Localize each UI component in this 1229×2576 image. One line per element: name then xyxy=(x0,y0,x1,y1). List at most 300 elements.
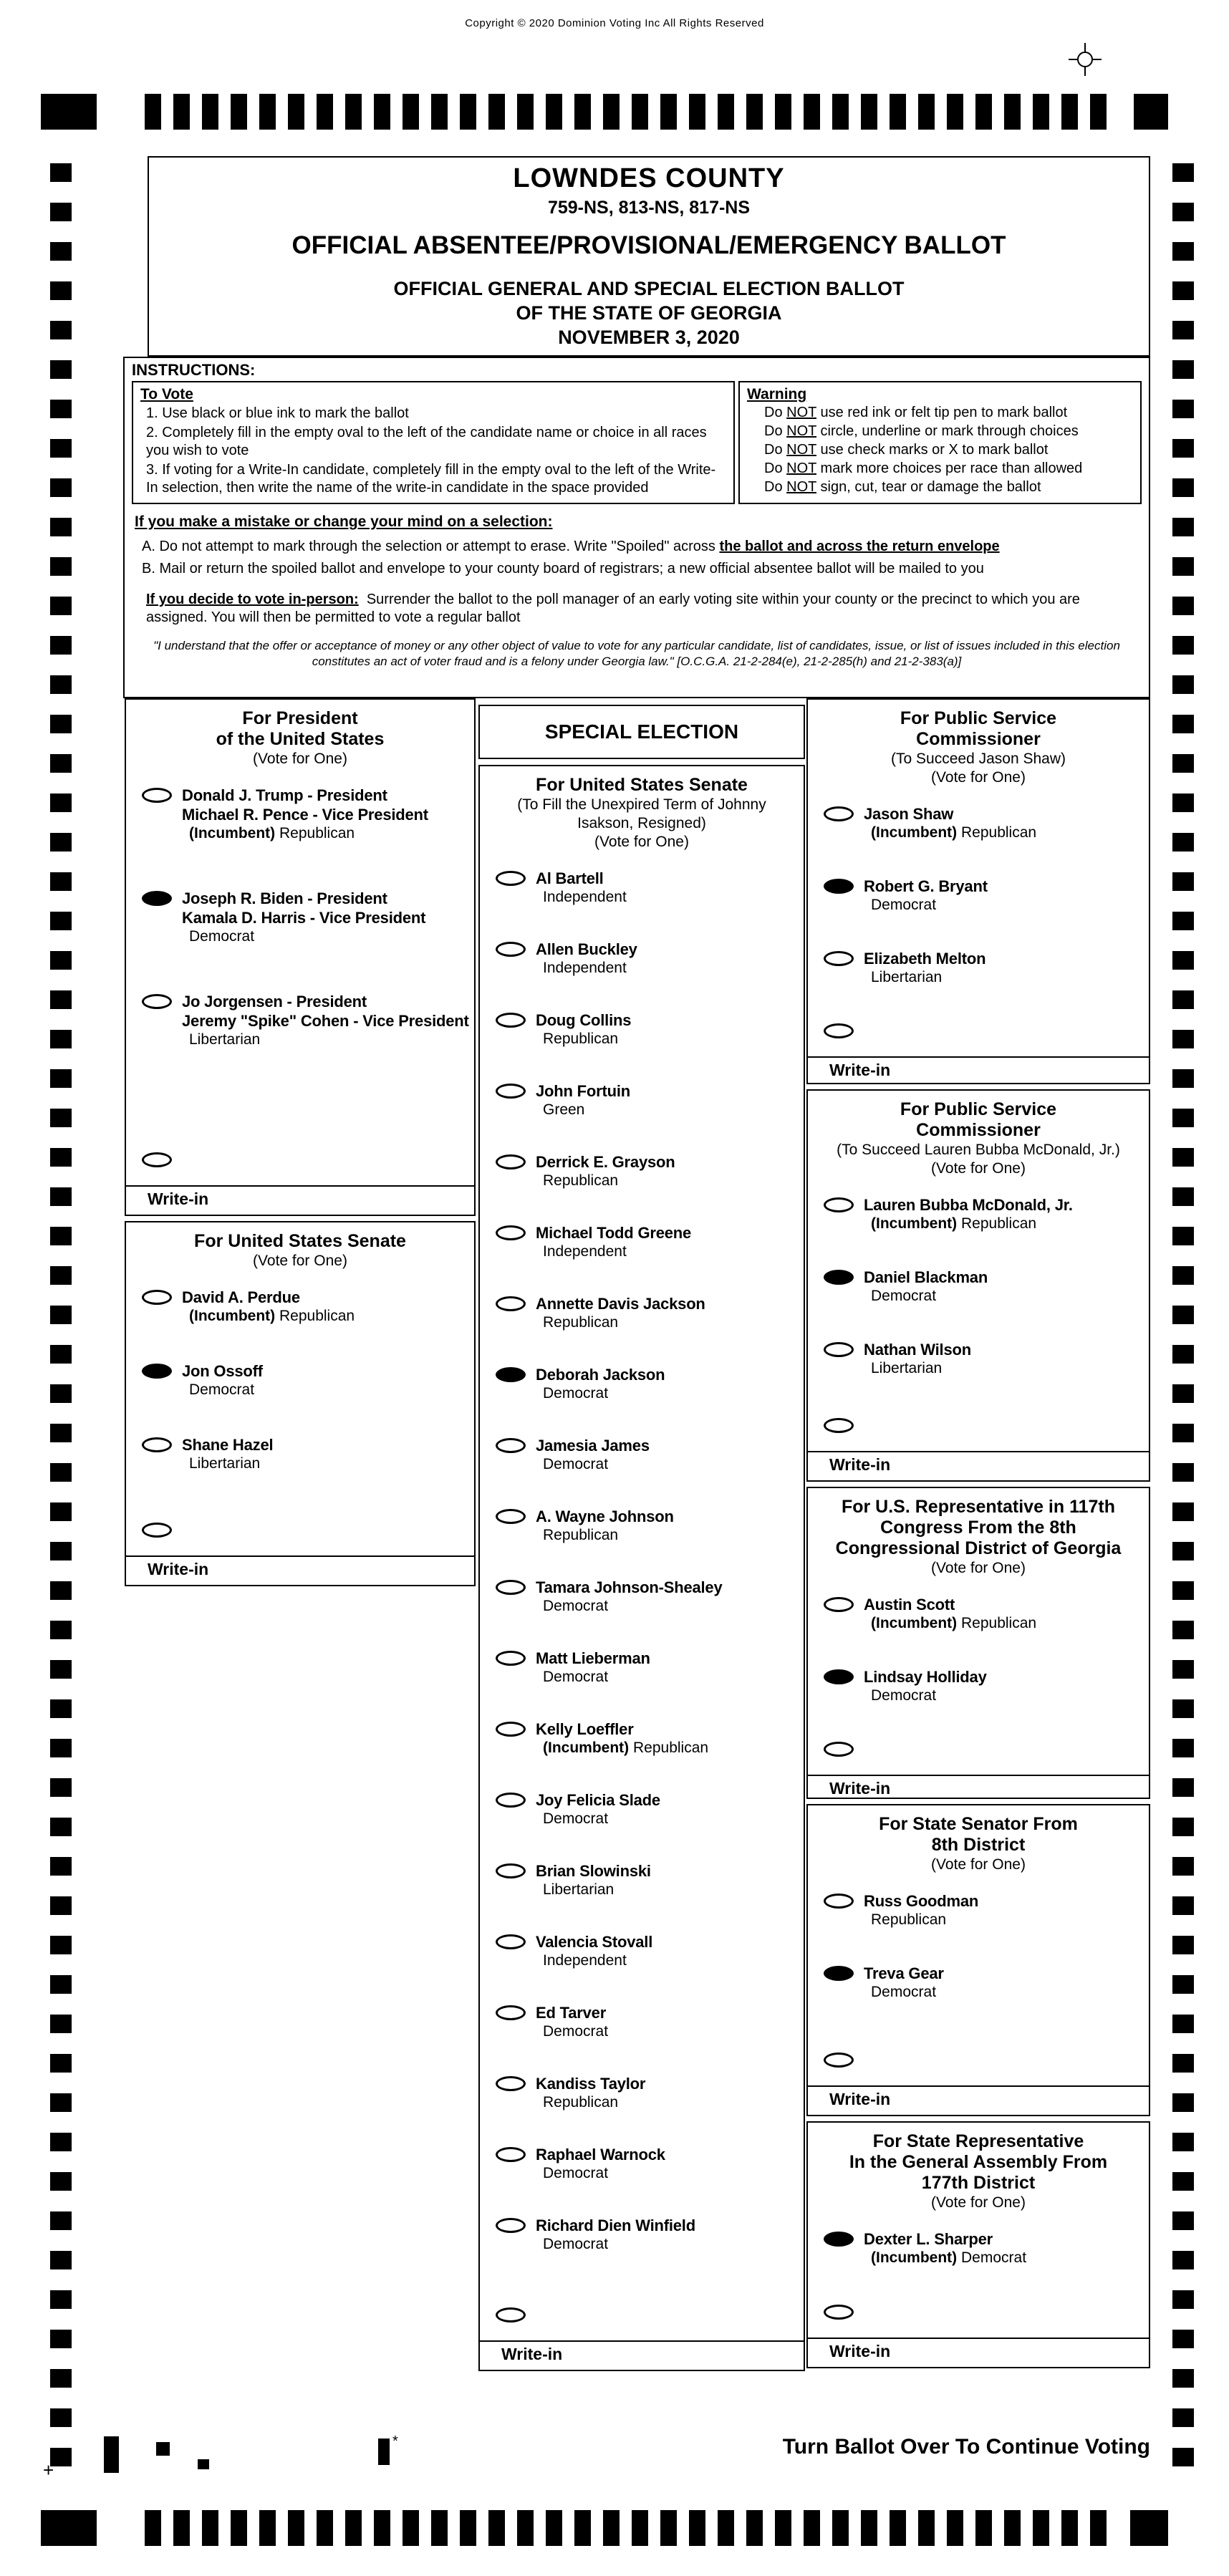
candidate-oval[interactable] xyxy=(142,788,172,803)
timing-mark xyxy=(603,2510,620,2546)
timing-mark xyxy=(975,94,992,130)
contest-box xyxy=(125,698,476,1216)
candidate-oval[interactable] xyxy=(496,2005,526,2020)
candidate-oval[interactable] xyxy=(824,951,854,966)
timing-mark xyxy=(1172,1778,1194,1797)
timing-mark xyxy=(1172,1345,1194,1364)
timing-mark xyxy=(50,754,72,773)
timing-mark xyxy=(1061,2510,1078,2546)
candidate-oval[interactable] xyxy=(496,1509,526,1524)
candidate-row xyxy=(824,1595,1144,1633)
candidate-oval[interactable] xyxy=(824,1894,854,1909)
timing-mark xyxy=(50,2290,72,2309)
timing-mark xyxy=(775,2510,791,2546)
incumbent-label: (Incumbent) xyxy=(871,1215,958,1232)
candidate-name: David A. Perdue xyxy=(182,1288,300,1306)
timing-mark xyxy=(50,1739,72,1757)
contest-title: Commissioner xyxy=(916,729,1041,749)
timing-mark xyxy=(689,2510,705,2546)
write-in-oval-row xyxy=(824,1416,1149,1437)
write-in-section xyxy=(480,2305,804,2370)
timing-mark xyxy=(403,94,419,130)
timing-mark xyxy=(1172,793,1194,812)
timing-mark xyxy=(50,1227,72,1245)
timing-mark xyxy=(1172,242,1194,261)
timing-mark xyxy=(41,94,97,130)
timing-mark xyxy=(1172,360,1194,379)
candidate-row xyxy=(496,1649,799,1687)
timing-mark xyxy=(1172,557,1194,576)
candidate-oval[interactable] xyxy=(824,1197,854,1212)
timing-mark xyxy=(50,793,72,812)
candidate-oval[interactable] xyxy=(496,942,526,957)
warning-not-emphasis: NOT xyxy=(786,423,816,439)
contest-title: For U.S. Representative in 117th xyxy=(841,1497,1116,1517)
candidate-info xyxy=(864,877,988,915)
candidate-party: Democrat xyxy=(543,1598,609,1614)
timing-mark xyxy=(50,203,72,221)
candidate-party: Democrat xyxy=(543,2236,609,2252)
candidate-info xyxy=(864,2229,1026,2267)
candidate-oval[interactable] xyxy=(496,1154,526,1169)
timing-mark xyxy=(50,2408,72,2427)
timing-mark xyxy=(1172,1699,1194,1718)
candidate-party: (Incumbent) Republican xyxy=(543,1740,709,1756)
timing-mark xyxy=(1172,1581,1194,1600)
timing-mark xyxy=(50,1109,72,1127)
timing-mark xyxy=(145,94,161,130)
timing-mark xyxy=(50,1502,72,1521)
candidate-info xyxy=(536,1081,630,1119)
write-in-oval[interactable] xyxy=(824,1742,854,1757)
candidate-name: Kamala D. Harris - Vice President xyxy=(182,909,426,927)
candidate-oval[interactable] xyxy=(824,1669,854,1684)
timing-mark xyxy=(975,2510,992,2546)
timing-mark xyxy=(50,2093,72,2112)
candidate-name: Al Bartell xyxy=(536,869,604,887)
timing-mark xyxy=(718,94,734,130)
candidate-name: Joseph R. Biden - President xyxy=(182,889,387,907)
candidate-party: Libertarian xyxy=(189,1031,261,1048)
candidate-row xyxy=(496,2145,799,2183)
candidate-party: Libertarian xyxy=(189,1455,261,1472)
special-election-title: SPECIAL ELECTION xyxy=(544,720,739,743)
timing-mark xyxy=(660,2510,677,2546)
timing-mark xyxy=(317,94,333,130)
candidate-oval[interactable] xyxy=(496,1296,526,1311)
timing-mark xyxy=(50,872,72,891)
timing-mark xyxy=(50,1384,72,1403)
in-person-instruction xyxy=(135,591,1139,627)
candidate-row xyxy=(142,786,470,843)
incumbent-label: (Incumbent) xyxy=(871,824,958,841)
timing-mark xyxy=(1172,439,1194,458)
timing-mark xyxy=(861,94,877,130)
candidate-row xyxy=(496,2216,799,2254)
vote-for-instruction: (Vote for One) xyxy=(931,769,1026,786)
candidate-party: Libertarian xyxy=(871,1360,943,1376)
timing-mark xyxy=(1172,2054,1194,2073)
warning-not-emphasis: NOT xyxy=(786,405,816,420)
candidate-info xyxy=(864,1340,971,1378)
candidate-oval[interactable] xyxy=(824,806,854,821)
timing-mark xyxy=(431,94,448,130)
candidate-info xyxy=(536,2145,665,2183)
timing-mark xyxy=(50,1266,72,1285)
candidate-name: Nathan Wilson xyxy=(864,1341,971,1359)
timing-mark xyxy=(50,1542,72,1560)
candidate-oval[interactable] xyxy=(496,1438,526,1453)
contest-subtitle: (To Fill the Unexpired Term of Johnny xyxy=(517,796,766,813)
candidate-row xyxy=(824,1964,1144,2002)
timing-mark xyxy=(1172,163,1194,182)
timing-mark xyxy=(574,94,591,130)
ballot-title-box xyxy=(148,221,1150,272)
timing-mark xyxy=(431,2510,448,2546)
timing-mark xyxy=(488,94,505,130)
write-in-oval[interactable] xyxy=(824,2052,854,2068)
candidate-info xyxy=(536,1790,660,1828)
timing-mark xyxy=(1172,203,1194,221)
candidate-oval[interactable] xyxy=(142,1437,172,1452)
write-in-section xyxy=(808,2050,1149,2115)
timing-mark xyxy=(1172,2133,1194,2151)
candidate-oval[interactable] xyxy=(496,1084,526,1099)
write-in-section xyxy=(808,1416,1149,1480)
timing-mark xyxy=(259,2510,276,2546)
candidate-oval[interactable] xyxy=(142,891,172,906)
write-in-label: Write-in xyxy=(148,1190,209,1208)
candidate-info xyxy=(864,1667,987,1705)
candidate-party: (Incumbent) Republican xyxy=(189,825,355,841)
county-header-box xyxy=(148,156,1150,222)
timing-mark xyxy=(50,1857,72,1876)
candidate-oval[interactable] xyxy=(824,1342,854,1357)
timing-mark xyxy=(546,2510,562,2546)
candidate-info xyxy=(536,1507,674,1545)
timing-mark xyxy=(1172,321,1194,339)
mistake-title: If you make a mistake or change your mind on a selection: xyxy=(135,513,553,530)
candidate-row xyxy=(496,1507,799,1545)
candidate-name: Jon Ossoff xyxy=(182,1362,263,1380)
candidate-info xyxy=(536,1010,631,1048)
timing-mark xyxy=(1172,400,1194,418)
write-in-oval-row xyxy=(496,2305,804,2326)
timing-mark xyxy=(1090,94,1107,130)
candidate-row xyxy=(824,1268,1144,1306)
candidate-name: Raphael Warnock xyxy=(536,2146,665,2163)
contest-title: 8th District xyxy=(931,1835,1026,1855)
candidate-name: Donald J. Trump - President xyxy=(182,786,387,804)
candidate-oval[interactable] xyxy=(824,1597,854,1612)
timing-mark xyxy=(50,242,72,261)
timing-mark xyxy=(50,518,72,536)
timing-mark xyxy=(50,478,72,497)
write-in-section xyxy=(808,1740,1149,1799)
to-vote-title: To Vote xyxy=(140,386,193,402)
candidate-name: Jamesia James xyxy=(536,1437,650,1455)
timing-mark xyxy=(50,1030,72,1048)
timing-mark xyxy=(259,94,276,130)
candidate-row xyxy=(496,1436,799,1474)
timing-mark xyxy=(1172,2330,1194,2348)
candidate-oval[interactable] xyxy=(496,1934,526,1949)
candidate-party: Democrat xyxy=(543,2023,609,2040)
timing-mark xyxy=(1130,2510,1168,2546)
mistake-item-a-emphasis: the ballot and across the return envelope xyxy=(719,539,1000,554)
timing-mark xyxy=(1172,990,1194,1009)
timing-mark xyxy=(1172,2211,1194,2230)
candidate-info xyxy=(536,1861,651,1899)
candidate-info xyxy=(536,2074,645,2112)
candidate-name: Deborah Jackson xyxy=(536,1366,665,1384)
candidate-party: Republican xyxy=(871,1911,947,1928)
mistake-item-a-text: A. Do not attempt to mark through the selection or attempt to erase. Write "Spoiled" across xyxy=(142,539,720,554)
calibration-mark xyxy=(156,2442,170,2456)
candidate-oval[interactable] xyxy=(496,1863,526,1878)
candidate-party: Libertarian xyxy=(871,969,943,985)
contest-header xyxy=(808,2123,1149,2212)
write-in-oval[interactable] xyxy=(142,1523,172,1538)
write-in-oval[interactable] xyxy=(824,1023,854,1038)
timing-mark xyxy=(517,2510,534,2546)
candidate-info xyxy=(864,1268,988,1306)
write-in-oval[interactable] xyxy=(142,1152,172,1167)
election-title-box xyxy=(148,271,1150,357)
timing-mark xyxy=(1172,1818,1194,1836)
warning-not-emphasis: NOT xyxy=(786,479,816,495)
timing-mark xyxy=(603,94,620,130)
timing-mark xyxy=(488,2510,505,2546)
candidate-party: Republican xyxy=(543,1031,619,1047)
contest-title: For Public Service xyxy=(900,1099,1057,1119)
candidate-info xyxy=(536,1578,723,1616)
candidate-info xyxy=(536,1649,650,1687)
candidate-party: Republican xyxy=(543,1314,619,1331)
candidate-info xyxy=(536,1719,708,1757)
contest-header xyxy=(126,700,474,768)
timing-mark xyxy=(50,439,72,458)
timing-mark xyxy=(50,912,72,930)
candidate-party: Democrat xyxy=(543,2165,609,2181)
candidate-oval[interactable] xyxy=(142,1290,172,1305)
candidate-oval[interactable] xyxy=(496,1722,526,1737)
candidate-name: Kandiss Taylor xyxy=(536,2075,646,2093)
election-title-line2: OF THE STATE OF GEORGIA xyxy=(516,302,782,324)
incumbent-label: (Incumbent) xyxy=(871,2249,958,2266)
timing-mark xyxy=(50,1306,72,1324)
candidate-row xyxy=(496,2003,799,2041)
timing-mark xyxy=(1172,1463,1194,1482)
timing-mark xyxy=(50,360,72,379)
timing-mark xyxy=(1172,636,1194,655)
candidate-info xyxy=(536,1294,705,1332)
candidate-oval[interactable] xyxy=(142,1364,172,1379)
candidate-oval[interactable] xyxy=(824,1270,854,1285)
timing-mark xyxy=(202,94,218,130)
candidate-name: Kelly Loeffler xyxy=(536,1720,634,1738)
candidate-party: Independent xyxy=(543,1952,627,1969)
timing-mark xyxy=(1172,478,1194,497)
candidate-info xyxy=(536,1223,691,1261)
candidate-info xyxy=(182,889,425,946)
timing-mark xyxy=(1172,1936,1194,1954)
candidate-info xyxy=(182,786,428,843)
warning-box xyxy=(738,381,1142,504)
candidate-row xyxy=(824,1195,1144,1233)
candidate-oval[interactable] xyxy=(824,2232,854,2247)
candidate-info xyxy=(864,949,985,987)
warning-not-emphasis: NOT xyxy=(786,460,816,476)
contest-subtitle: (To Succeed Jason Shaw) xyxy=(891,751,1066,767)
vote-for-instruction: (Vote for One) xyxy=(931,1160,1026,1177)
contest-title: In the General Assembly From xyxy=(849,2152,1108,2172)
candidate-name: Jason Shaw xyxy=(864,805,954,823)
ballot-title: OFFICIAL ABSENTEE/PROVISIONAL/EMERGENCY BALLOT xyxy=(291,231,1006,259)
timing-mark xyxy=(288,2510,304,2546)
candidate-row xyxy=(496,1294,799,1332)
candidate-row xyxy=(496,1719,799,1757)
timing-mark xyxy=(1172,2448,1194,2466)
timing-mark xyxy=(50,321,72,339)
timing-mark xyxy=(317,2510,333,2546)
candidate-oval[interactable] xyxy=(496,2147,526,2162)
timing-mark xyxy=(50,1818,72,1836)
timing-mark xyxy=(1172,1542,1194,1560)
contest-box xyxy=(806,2121,1150,2368)
turn-ballot-text: Turn Ballot Over To Continue Voting xyxy=(782,2435,1150,2459)
registration-plus-mark: + xyxy=(43,2459,54,2481)
candidate-party: (Incumbent) Republican xyxy=(871,824,1037,841)
timing-mark xyxy=(50,281,72,300)
timing-mark xyxy=(50,1778,72,1797)
candidate-row xyxy=(496,1365,799,1403)
timing-mark xyxy=(1172,1621,1194,1639)
timing-mark xyxy=(173,94,190,130)
contest-title: For State Senator From xyxy=(879,1814,1078,1834)
write-in-section xyxy=(126,1150,474,1215)
write-in-label: Write-in xyxy=(148,1560,209,1578)
timing-mark xyxy=(231,94,247,130)
timing-mark xyxy=(50,163,72,182)
to-vote-item: 3. If voting for a Write-In candidate, completely fill in the empty oval to the left of the Write-In selection, then write the name of the write-in candidate in the space provided xyxy=(146,462,716,496)
timing-mark xyxy=(632,2510,648,2546)
write-in-oval[interactable] xyxy=(824,2305,854,2320)
candidate-party: Democrat xyxy=(871,897,937,913)
timing-mark xyxy=(947,2510,963,2546)
in-person-text: Surrender the ballot to the poll manager of an early voting site within your county or the precinct to which you are assigned. You will then be permitted to vote a regular ballot xyxy=(146,592,1080,625)
incumbent-label: (Incumbent) xyxy=(543,1740,630,1756)
candidate-oval[interactable] xyxy=(142,994,172,1009)
candidate-oval[interactable] xyxy=(496,2076,526,2091)
timing-mark xyxy=(890,94,906,130)
timing-mark xyxy=(1134,94,1168,130)
county-name: LOWNDES COUNTY xyxy=(513,163,785,193)
timing-mark xyxy=(1172,675,1194,694)
timing-mark xyxy=(1172,1266,1194,1285)
write-in-label: Write-in xyxy=(829,2342,891,2360)
candidate-oval[interactable] xyxy=(496,1367,526,1382)
timing-mark xyxy=(288,94,304,130)
warning-title: Warning xyxy=(747,386,807,402)
write-in-oval-row xyxy=(824,2302,1149,2323)
candidate-name: Matt Lieberman xyxy=(536,1649,650,1667)
candidate-name: Robert G. Bryant xyxy=(864,877,988,895)
candidate-row xyxy=(824,1340,1144,1378)
candidate-oval[interactable] xyxy=(824,879,854,894)
timing-mark xyxy=(1172,2172,1194,2191)
write-in-oval[interactable] xyxy=(496,2307,526,2322)
timing-mark xyxy=(1172,2015,1194,2033)
timing-mark xyxy=(50,990,72,1009)
candidate-name: Elizabeth Melton xyxy=(864,950,986,968)
candidate-oval[interactable] xyxy=(496,2218,526,2233)
candidate-oval[interactable] xyxy=(496,1013,526,1028)
candidate-name: Valencia Stovall xyxy=(536,1933,653,1951)
write-in-label: Write-in xyxy=(501,2345,563,2363)
timing-mark xyxy=(50,1069,72,1088)
timing-mark xyxy=(50,715,72,733)
candidate-info xyxy=(536,940,637,978)
candidate-info xyxy=(864,1595,1036,1633)
to-vote-item: 2. Completely fill in the empty oval to the left of the candidate name or choice in all races you wish to vote xyxy=(146,425,707,458)
write-in-section xyxy=(808,2302,1149,2367)
timing-mark xyxy=(1172,2408,1194,2427)
candidate-oval[interactable] xyxy=(496,871,526,886)
timing-mark xyxy=(50,2251,72,2269)
candidate-name: Annette Davis Jackson xyxy=(536,1295,705,1313)
mistake-section xyxy=(132,513,1142,670)
candidate-oval[interactable] xyxy=(496,1651,526,1666)
timing-mark xyxy=(1172,1975,1194,1994)
timing-mark xyxy=(231,2510,247,2546)
timing-mark xyxy=(746,94,763,130)
instructions-section xyxy=(123,357,1150,698)
timing-mark xyxy=(804,94,820,130)
timing-mark xyxy=(50,1187,72,1206)
candidate-party: (Incumbent) Republican xyxy=(871,1215,1037,1232)
timing-mark xyxy=(718,2510,734,2546)
calibration-mark xyxy=(104,2436,119,2473)
alignment-crosshair-icon xyxy=(1069,43,1102,76)
candidate-oval[interactable] xyxy=(496,1580,526,1595)
warning-not-emphasis: NOT xyxy=(786,442,816,458)
candidate-name: Lindsay Holliday xyxy=(864,1668,987,1686)
timing-mark xyxy=(374,2510,390,2546)
candidate-info xyxy=(182,992,469,1049)
candidate-name: Ed Tarver xyxy=(536,2004,607,2022)
candidate-info xyxy=(864,1195,1073,1233)
timing-mark xyxy=(1172,1109,1194,1127)
timing-mark xyxy=(1172,1384,1194,1403)
timing-mark xyxy=(1172,1306,1194,1324)
write-in-oval[interactable] xyxy=(824,1418,854,1433)
write-in-section xyxy=(126,1520,474,1585)
warning-item: Do NOT mark more choices per race than allowed xyxy=(764,460,1083,476)
candidate-info xyxy=(536,1365,665,1403)
timing-mark xyxy=(832,94,849,130)
contest-box xyxy=(125,1221,476,1586)
election-title-line1: OFFICIAL GENERAL AND SPECIAL ELECTION BALLOT xyxy=(393,278,905,299)
candidate-oval[interactable] xyxy=(496,1793,526,1808)
candidate-oval[interactable] xyxy=(496,1225,526,1240)
warning-item: Do NOT circle, underline or mark through choices xyxy=(764,423,1079,439)
candidate-oval[interactable] xyxy=(824,1966,854,1981)
candidate-row xyxy=(496,2074,799,2112)
contest-subtitle: (To Succeed Lauren Bubba McDonald, Jr.) xyxy=(837,1142,1120,1158)
timing-mark xyxy=(460,2510,476,2546)
timing-mark xyxy=(660,94,677,130)
